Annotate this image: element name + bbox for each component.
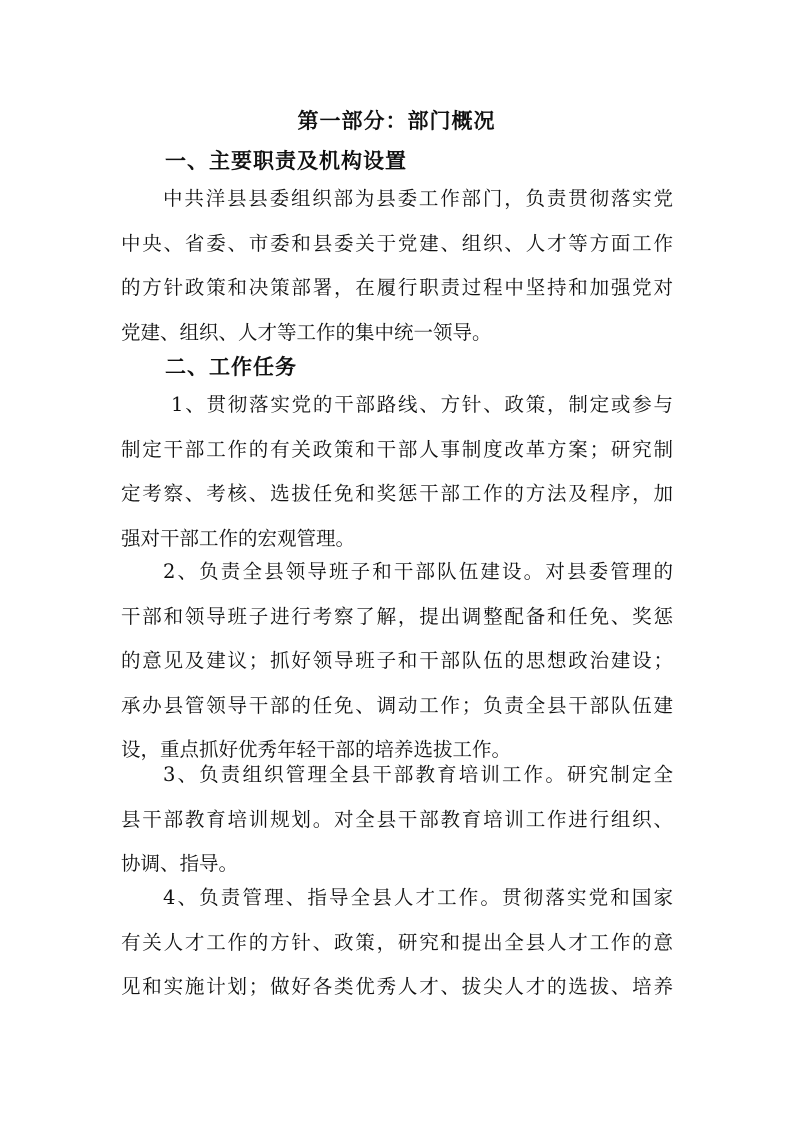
paragraph-task-3 (121, 753, 673, 887)
paragraph-task-4 (121, 876, 673, 1010)
paragraph-line: 协调、指导。 (121, 852, 239, 875)
paragraph-duties (121, 177, 673, 355)
paragraph-line: 定考察、考核、选拔任免和奖惩干部工作的方法及程序，加 (121, 482, 673, 505)
section-heading-duties: 一、主要职责及机构设置 (165, 149, 407, 173)
paragraph-line: 制定干部工作的有关政策和干部人事制度改革方案；研究制 (121, 437, 673, 461)
paragraph-line: 2、负责全县领导班子和干部队伍建设。对县委管理的 (163, 560, 673, 583)
paragraph-line: 强对干部工作的宏观管理。 (121, 526, 356, 550)
paragraph-task-2 (121, 550, 673, 773)
paragraph-line: 4、负责管理、指导全县人才工作。贯彻落实党和国家 (163, 886, 673, 909)
paragraph-line: 3、负责组织管理全县干部教育培训工作。研究制定全 (163, 763, 673, 786)
paragraph-line: 1、贯彻落实党的干部路线、方针、政策，制定或参与 (171, 393, 673, 416)
section-heading-tasks: 二、工作任务 (165, 355, 297, 379)
page-title: 第一部分：部门概况 (297, 109, 496, 133)
paragraph-line: 承办县管领导干部的任免、调动工作；负责全县干部队伍建 (121, 693, 673, 717)
paragraph-line: 县干部教育培训规划。对全县干部教育培训工作进行组织、 (121, 807, 673, 831)
paragraph-task-1 (121, 383, 673, 561)
paragraph-line: 干部和领导班子进行考察了解，提出调整配备和任免、奖惩 (121, 604, 673, 628)
paragraph-line: 的意见及建议；抓好领导班子和干部队伍的思想政治建设； (121, 649, 673, 672)
paragraph-line: 中共洋县县委组织部为县委工作部门，负责贯彻落实党 (163, 187, 673, 210)
paragraph-line: 设，重点抓好优秀年轻干部的培养选拔工作。 (121, 738, 512, 761)
paragraph-line: 的方针政策和决策部署，在履行职责过程中坚持和加强党对 (121, 276, 673, 299)
paragraph-line: 党建、组织、人才等工作的集中统一领导。 (121, 320, 492, 344)
paragraph-line: 有关人才工作的方针、政策，研究和提出全县人才工作的意 (121, 930, 673, 954)
paragraph-line: 中央、省委、市委和县委关于党建、组织、人才等方面工作 (121, 231, 673, 255)
paragraph-line: 见和实施计划；做好各类优秀人才、拔尖人才的选拔、培养 (121, 975, 673, 998)
